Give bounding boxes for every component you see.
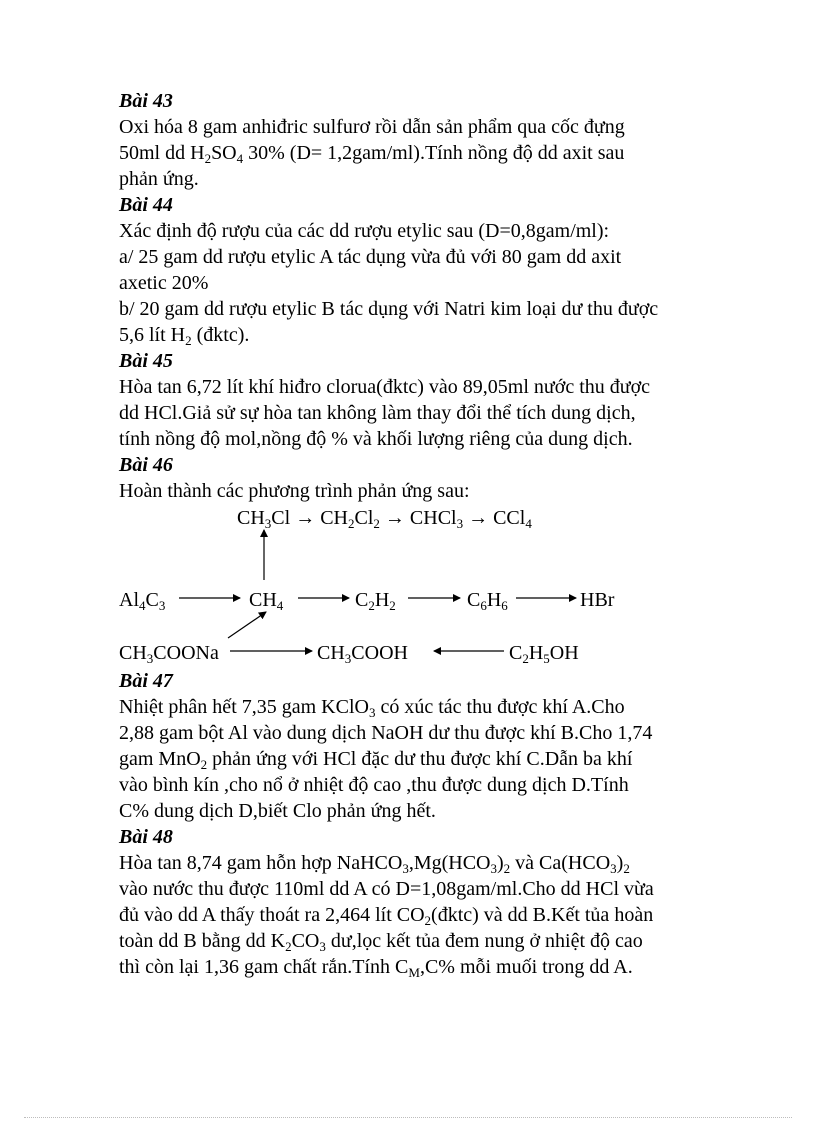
bai-44-line-2: a/ 25 gam dd rượu etylic A tác dụng vừa đủ với 80 gam dd axit (119, 246, 622, 268)
heading-bai-46: Bài 46 (119, 454, 173, 476)
bai-45-line-2: dd HCl.Giả sử sự hòa tan không làm thay đổi thể tích dung dịch, (119, 402, 636, 424)
formula-hbr: HBr (580, 589, 615, 611)
heading-bai-47: Bài 47 (119, 670, 173, 692)
bai-43-line-2: 50ml dd $H_2SO_4$ 30% (D= 1,2gam/ml).Tính nồng độ dd axit sau (119, 142, 625, 166)
formula-c6h6: $C_6H_6$ (467, 589, 508, 613)
bai-44-line-3: axetic 20% (119, 272, 209, 294)
heading-bai-44: Bài 44 (119, 194, 173, 216)
bai-44-line-5: 5,6 lít $H_2$ (đktc). (119, 324, 250, 348)
formula-ch4: $CH_4$ (249, 589, 284, 613)
formula-c2h2: $C_2H_2$ (355, 589, 396, 613)
arrow-ch3coona-ch4 (228, 612, 266, 638)
formula-c2h5oh: $C_2H_5OH$ (509, 642, 579, 666)
bai-47-line-2: 2,88 gam bột Al vào dung dịch NaOH dư thu được khí B.Cho 1,74 (119, 722, 653, 744)
page-bottom-divider (24, 1117, 792, 1118)
heading-bai-43: Bài 43 (119, 90, 173, 112)
formula-ch3cooh: $CH_3COOH$ (317, 642, 408, 666)
heading-bai-45: Bài 45 (119, 350, 173, 372)
exercise-text (119, 88, 719, 980)
formula-ch3coona: $CH_3COONa$ (119, 642, 219, 666)
bai-44-line-4: b/ 20 gam dd rượu etylic B tác dụng với Natri kim loại dư thu được (119, 298, 659, 320)
bai-45-line-3: tính nồng độ mol,nồng độ % và khối lượng riêng của dung dịch. (119, 428, 633, 450)
bai-48-line-3: đủ vào dd A thấy thoát ra 2,464 lít $CO_2(đktc)$ và dd B.Kết tủa hoàn (119, 904, 654, 928)
bai-43-line-3: phản ứng. (119, 168, 199, 190)
bai-45-line-1: Hòa tan 6,72 lít khí hiđro clorua(đktc) vào 89,05ml nước thu được (119, 376, 651, 398)
bai-44-line-1: Xác định độ rượu của các dd rượu etylic sau (D=0,8gam/ml): (119, 220, 610, 242)
bai-48-line-1: Hòa tan 8,74 gam hỗn hợp $NaHCO_3,Mg(HCO_3)_2$ và $Ca(HCO_3)_2$ (119, 852, 630, 876)
bai-48-line-5: thì còn lại 1,36 gam chất rắn.Tính $C_M,C\%$ mỗi muối trong dd A. (119, 956, 633, 980)
formula-al4c3: $Al_4C_3$ (119, 589, 166, 613)
bai-47-line-3: gam MnO$_2$ phản ứng với HCl đặc dư thu được khí C.Dẫn ba khí (119, 748, 633, 772)
bai-48-line-2: vào nước thu được 110ml dd A có D=1,08gam/ml.Cho dd HCl vừa (119, 878, 654, 900)
bai-46-line-1: Hoàn thành các phương trình phản ứng sau: (119, 480, 470, 502)
reaction-scheme (119, 504, 719, 668)
bai-47-line-4: vào bình kín ,cho nổ ở nhiệt độ cao ,thu được dung dịch D.Tính (119, 774, 629, 796)
bai-47-line-1: Nhiệt phân hết 7,35 gam KClO$_3$ có xúc tác thu được khí A.Cho (119, 696, 625, 720)
bai-47-line-5: C% dung dịch D,biết Clo phản ứng hết. (119, 800, 436, 822)
heading-bai-48: Bài 48 (119, 826, 173, 848)
bai-43-line-1: Oxi hóa 8 gam anhiđric sulfurơ rồi dẫn sản phẩm qua cốc đựng (119, 116, 625, 138)
bai-48-line-4: toàn dd B bằng dd $K_2CO_3$ dư,lọc kết tủa đem nung ở nhiệt độ cao (119, 930, 643, 954)
top-chain: $CH_3Cl \to CH_2Cl_2$ → CHCl$_3$ → CCl$_4$ (237, 507, 532, 531)
